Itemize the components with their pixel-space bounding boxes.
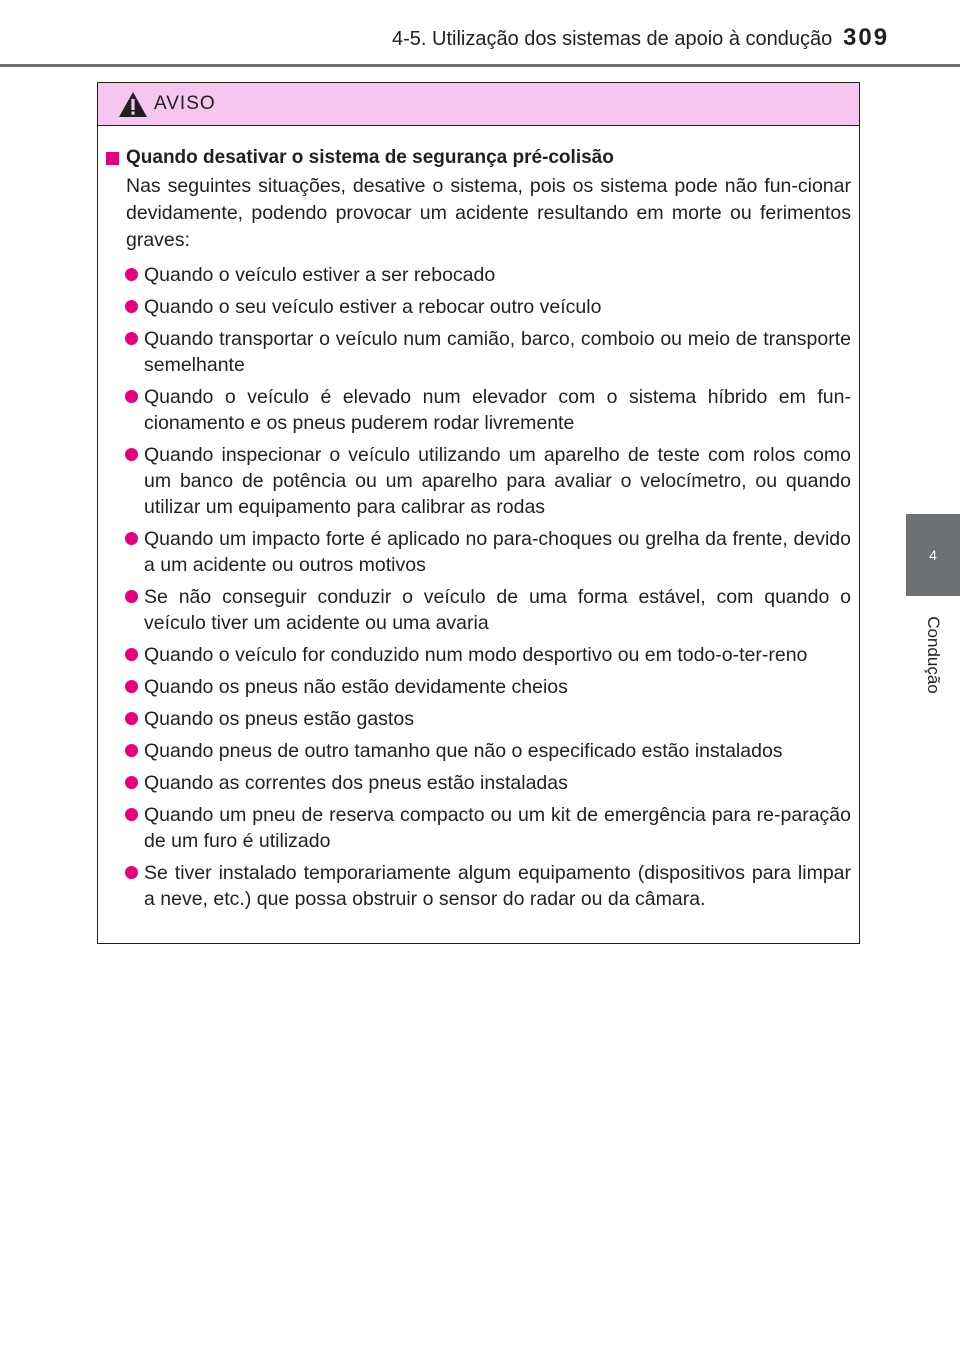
list-item [106, 294, 851, 320]
list-item [106, 642, 851, 668]
square-bullet-icon [106, 152, 119, 165]
bullet-dot-icon [125, 712, 138, 725]
list-item [106, 674, 851, 700]
list-item-text: Se não conseguir conduzir o veículo de uma forma estável, com quando o veículo tiver um acidente ou uma avaria [144, 586, 851, 634]
section-title: 4-5. Utilização dos sistemas de apoio à condução [392, 28, 833, 50]
header-divider [0, 64, 960, 67]
list-item-text: Quando um pneu de reserva compacto ou um kit de emergência para re-paração de um furo é utilizado [144, 804, 851, 852]
warning-header [98, 83, 859, 126]
bullet-dot-icon [125, 776, 138, 789]
list-item-text: Quando pneus de outro tamanho que não o especificado estão instalados [144, 740, 783, 762]
list-item-text: Quando o veículo estiver a ser rebocado [144, 264, 496, 286]
list-item-text: Quando o veículo for conduzido num modo desportivo ou em todo-o-ter-reno [144, 644, 808, 666]
list-item [106, 526, 851, 578]
list-item [106, 384, 851, 436]
list-item [106, 584, 851, 636]
bullet-dot-icon [125, 648, 138, 661]
bullet-dot-icon [125, 448, 138, 461]
list-item [106, 738, 851, 764]
list-item [106, 442, 851, 520]
bullet-dot-icon [125, 532, 138, 545]
list-item-text: Quando o veículo é elevado num elevador com o sistema híbrido em fun-cionamento e os pneus puderem rodar livremente [144, 386, 851, 434]
warning-label: AVISO [154, 93, 216, 114]
list-item-text: Quando transportar o veículo num camião, barco, comboio ou meio de transporte semelhante [144, 328, 851, 376]
bullet-dot-icon [125, 268, 138, 281]
chapter-tab: 4 [906, 514, 960, 596]
bullet-dot-icon [125, 590, 138, 603]
list-item-text: Quando o seu veículo estiver a rebocar outro veículo [144, 296, 602, 318]
chapter-label [913, 600, 953, 710]
list-item [106, 262, 851, 288]
bullet-dot-icon [125, 680, 138, 693]
intro-paragraph: Nas seguintes situações, desative o sistema, pois os sistema pode não fun-cionar devidamente, podendo provocar um acidente resultando em morte ou ferimentos graves: [126, 175, 851, 251]
list-item-text: Quando inspecionar o veículo utilizando um aparelho de teste com rolos como um banco de potência ou um aparelho para avaliar o velocímetro, ou quando utilizar um equipamento para calibrar as rodas [144, 444, 851, 518]
page-number: 309 [843, 24, 890, 51]
warning-box [97, 82, 860, 944]
bullet-dot-icon [125, 866, 138, 879]
list-item-text: Quando um impacto forte é aplicado no para-choques ou grelha da frente, devido a um acidente ou outros motivos [144, 528, 851, 576]
section-heading [106, 145, 851, 171]
list-item [106, 706, 851, 732]
warning-body [98, 126, 859, 912]
bullet-dot-icon [125, 390, 138, 403]
list-item-text: Quando os pneus estão gastos [144, 708, 414, 730]
bullet-dot-icon [125, 300, 138, 313]
list-item [106, 326, 851, 378]
bullet-dot-icon [125, 332, 138, 345]
list-item [106, 770, 851, 796]
list-item [106, 860, 851, 912]
bullet-dot-icon [125, 744, 138, 757]
bullet-dot-icon [125, 808, 138, 821]
situation-list [106, 262, 851, 912]
list-item-text: Quando as correntes dos pneus estão instaladas [144, 772, 568, 794]
chapter-name: Condução [924, 616, 944, 694]
list-item [106, 802, 851, 854]
warning-triangle-icon [118, 91, 148, 118]
list-item-text: Se tiver instalado temporariamente algum equipamento (dispositivos para limpar a neve, etc.) que possa obstruir o sensor do radar ou da câmara. [144, 862, 851, 910]
list-item-text: Quando os pneus não estão devidamente cheios [144, 676, 568, 698]
section-heading-text: Quando desativar o sistema de segurança pré-colisão [126, 147, 614, 168]
